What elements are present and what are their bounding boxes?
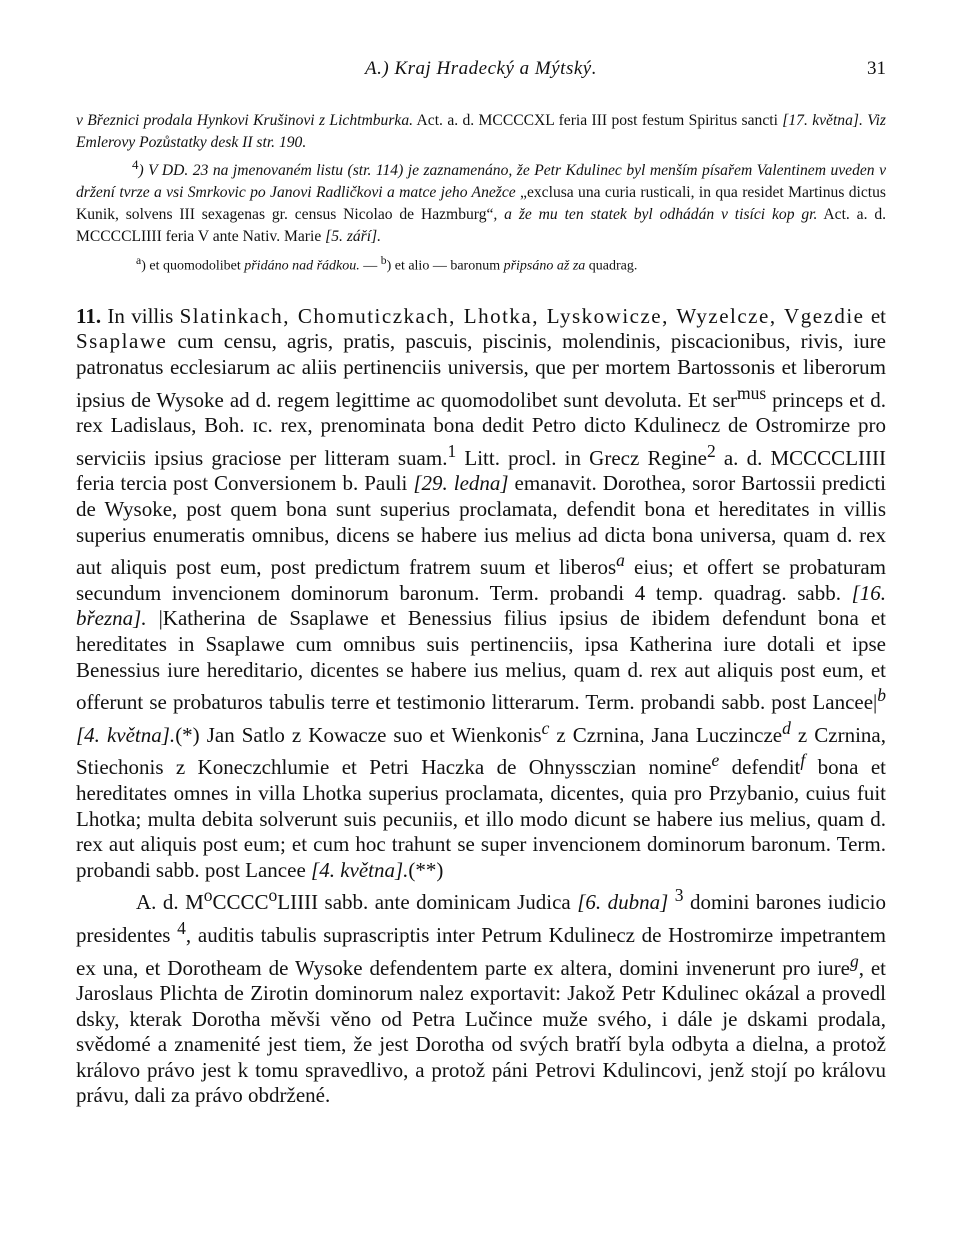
running-title: A.) Kraj Hradecký a Mýtský.	[365, 58, 597, 79]
text: eius; et offert se probaturam secundum invencionem dominorum baronum. Term. probandi 4 temp. quadrag. sabb.	[76, 555, 886, 605]
text: z Czrnina, Stiechonis z Koneczchlumie et Petri Haczka de Ohnyssczian nomine	[76, 722, 886, 780]
text: cum censu, agris, pratis, pascuis, piscinis, molendinis, piscacionibus, rivis, iure patronatus ecclesiarum ac aliis pertinenciis universis, que per mortem Bartossonis et liberorum ipsius de Wysoke ad d. regem legittime ac quomodolibet sunt devoluta. Et ser	[76, 329, 886, 412]
text: , auditis tabulis suprascriptis inter Petrum Kdulinecz de Hostromirze impetrantem ex una, et Dorotheam de Wysoke defendentem parte ex altera, domini invenerunt pro iure	[76, 922, 886, 980]
note-text: připsáno až za	[503, 258, 586, 274]
text: princeps et d. rex Ladislaus, Boh. ɪc. rex, prenominata bona dedit Petro dicto Kdulinecz de Ostromirze pro serviciis ipsius graciose per litteram suam.	[76, 387, 886, 470]
place-name: Ssaplawe	[76, 329, 168, 354]
footnote-ref: g	[849, 950, 859, 971]
text: |Katherina de Ssaplawe et Benessius filius ipsius de ibidem defendunt bona et hereditates in Ssaplawe cum omnibus suis pertinenciis, ipsa Katherina iure dotali et ipse Benessius iure hereditario, dicentes se habere ius melius, quam d. rex aut aliquis post eum, et offerunt se probaturos tabulis terre et testimonio litterarum. Term. probandi sabb. post Lancee|	[76, 606, 886, 715]
text: a. d. MCCCCLIIII feria tercia post Conversionem b. Pauli	[76, 445, 886, 496]
text: domini barones iudicio presidentes	[76, 890, 887, 947]
date-note: [4. května].	[76, 722, 176, 747]
main-text	[76, 304, 886, 1109]
footnote-ref: c	[541, 717, 550, 738]
footnote-ref: 3	[674, 885, 684, 906]
note-continuation	[76, 110, 886, 154]
footnote-ref: 2	[706, 440, 716, 461]
date-note: [4. května].	[311, 857, 409, 882]
footnote-ref: 4	[177, 917, 186, 938]
text: emanavit. Dorothea, soror Bartossii predicti de Wysoke, post quem bona sunt superius proclamata, defendit bona et hereditates in villis superius enumeratis omnibus, dicens se habere ius melius ad dicta bona universa, quam d. rex aut aliquis post eum, post predictum fratrem suum et liberos	[76, 471, 887, 580]
text: et	[864, 303, 886, 328]
note-text: [5. září].	[325, 228, 382, 246]
textual-notes	[76, 250, 886, 278]
note-text: , a že mu ten statek byl odhádán v tisíci kop gr.	[493, 206, 818, 224]
entry-11	[76, 304, 886, 883]
text: (*) Jan Satlo z Kowacze suo et Wienkonis	[175, 722, 542, 747]
place-names: Slatinkach, Chomuticzkach, Lhotka, Lyskowicze, Wyzelcze, Vgezdie	[179, 303, 865, 328]
footnote-ref: e	[711, 750, 720, 771]
text: Litt. procl. in Grecz Regine	[456, 445, 707, 470]
note-text: [17. května]. Viz Emlerovy Pozůstatky desk II str. 190.	[76, 112, 886, 151]
superscript: mus	[736, 382, 767, 403]
footnote-ref: 1	[447, 440, 457, 461]
footnote-ref: d	[782, 717, 791, 738]
note-text: Act. a. d. MCCCCXL feria III post festum Spiritus sancti	[413, 112, 783, 129]
entry-number: 11.	[76, 303, 102, 328]
text: z Czrnina, Jana Luczincze	[549, 722, 783, 747]
text: (**)	[408, 857, 444, 882]
text: LIIII sabb. ante dominicam Judica	[277, 890, 578, 915]
note-text: „exclusa una curia rusticali, in qua residet Martinus dictus Kunik, solvens III sexagenas gr. census Nicolao de Hazmburg“	[76, 184, 886, 224]
note-text: ) V DD. 23 na jmenovaném listu (str. 114) je zaznamenáno, že Petr Kdulinec byl menším písařem Valentinem uveden v držení tvrze a vsi Smrkovic po Janovi Radličkovi a matce jeho Anežce	[76, 162, 886, 202]
running-head	[76, 58, 886, 88]
note-4	[76, 154, 886, 248]
note-text: ) et quomodolibet	[141, 258, 245, 274]
footnote-ref: b	[877, 685, 886, 706]
date-note: [6. dubna]	[577, 890, 669, 915]
footnotes-block	[76, 110, 886, 278]
text: , et Jaroslaus Plichta de Zirotin dominorum nalez exportavit: Jakož Petr Kdulinec okázal a provedl dsky, kterak Dorotha měvši věno od Petra Lučince muže svého, i dále je dskami prodala, svědomé a znamenité jest tiem, že jest Dorotha od svých bratří byla odbyta a dielna, a protož královo právo jest k tomu spravedlivo, a protož páni Petrovi Kdulincovi, jenž stojí po královu právu, dali za právo obdržené.	[76, 955, 887, 1108]
note-marker: b	[380, 254, 387, 268]
page-number: 31	[867, 58, 886, 79]
verdict-paragraph	[76, 883, 886, 1109]
note-text: v Březnici prodala Hynkovi Krušinovi z Lichtmburka.	[76, 112, 414, 129]
footnote-ref: a	[616, 550, 625, 571]
note-text: Act. a. d. MCCCCLIIII feria V ante Nativ. Marie	[76, 206, 887, 246]
text: defendit	[719, 755, 801, 780]
text: A. d. M	[136, 890, 204, 915]
note-text: —	[359, 258, 381, 274]
page	[76, 58, 886, 1109]
date-note: [29. ledna]	[413, 471, 509, 496]
superscript: o	[203, 885, 213, 906]
note-text: přidáno nad řádkou.	[244, 258, 360, 274]
note-text: ) et alio — baronum	[386, 258, 504, 274]
text: bona et hereditates omnes in villa Lhotka superius proclamata, dicentes, quia pro Przybanio, cuius fuit Lhotka; multa debita solverunt suis pecuniis, et illo modo dicunt se habere ius melius, quam d. rex aut aliquis post eum; et cum hoc trahunt se super invencionem dominorum baronum. Term. probandi sabb. post Lancee	[76, 755, 886, 882]
footnote-ref: f	[800, 750, 806, 771]
note-text: quadrag.	[585, 258, 638, 274]
date-note: [16. března].	[76, 580, 886, 631]
note-marker: a	[136, 254, 142, 268]
note-marker: 4	[132, 157, 139, 172]
superscript: o	[268, 885, 278, 906]
text: In villis	[101, 303, 180, 328]
text: CCCC	[212, 890, 269, 915]
